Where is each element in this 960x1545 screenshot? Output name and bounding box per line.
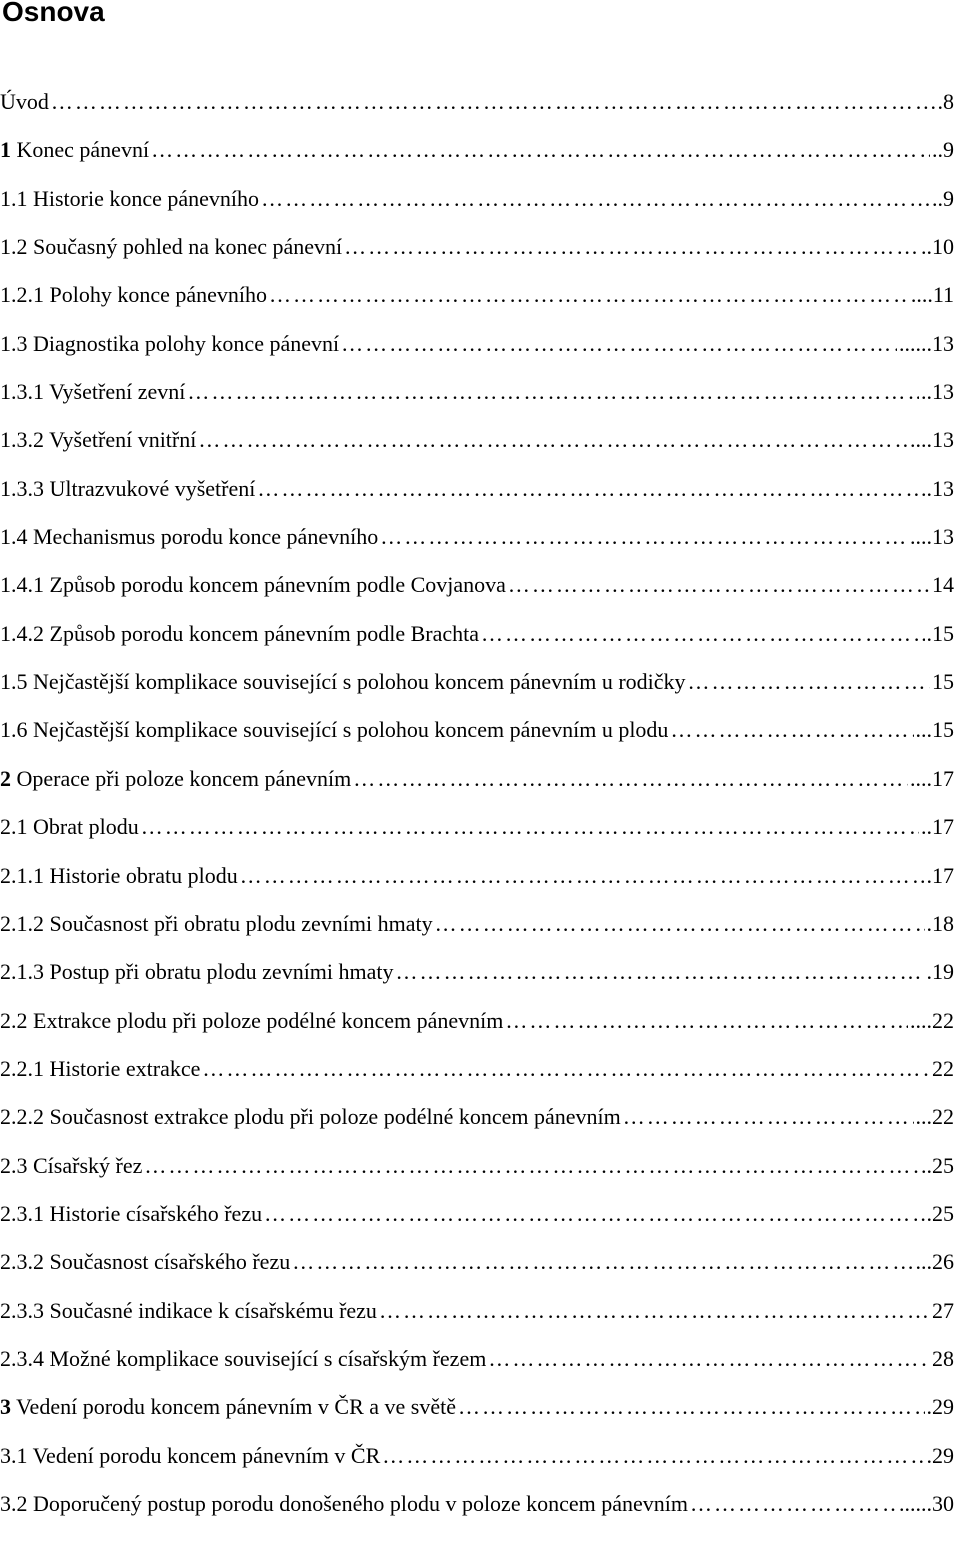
toc-entry-label [0,513,378,561]
dot-leader [670,706,913,754]
dot-leader [435,900,925,948]
dot-leader [257,465,919,513]
toc-entry-title: 2.2 Extrakce plodu při poloze podélné koncem pánevním [0,1007,504,1033]
dot-leader [269,271,909,319]
dot-leader [505,997,908,1045]
toc-entry-label [0,368,185,416]
toc-page-number: ....22 [910,1007,954,1033]
toc-page-number: ....13 [910,524,954,550]
toc-entry-label [0,755,351,803]
toc-page-number: ..25 [921,1152,954,1178]
toc-entry-title: 1.2 Současný pohled na konec pánevní [0,234,343,260]
toc-page-number: ...22 [915,1104,954,1130]
toc-entry[interactable] [0,1045,954,1093]
toc-entry-label [0,852,238,900]
toc-entry[interactable] [0,416,954,464]
toc-page-number: ..9 [932,137,954,163]
toc-entry-title: Konec pánevní [11,137,150,163]
toc-entry-title: Úvod [0,89,49,114]
toc-entry-title: 2.2.2 Současnost extrakce plodu při poloze podélné koncem pánevním [0,1104,621,1130]
toc-entry-label [0,1432,380,1480]
toc-entry-label [0,126,149,174]
dot-leader [341,320,897,368]
toc-entry[interactable] [0,1093,954,1141]
toc-entry[interactable] [0,320,954,368]
dot-leader [187,368,919,416]
toc-entry[interactable] [0,1142,954,1190]
toc-page-number: .18 [926,910,954,936]
toc-entry-label [0,706,668,754]
dot-leader [202,1045,930,1093]
toc-entry-title: 1.3.1 Vyšetření zevní [0,379,186,405]
toc-page-number: ..13 [921,475,954,501]
toc-entry-title: 3.2 Doporučený postup porodu donošeného plodu v poloze koncem pánevním [0,1490,688,1516]
toc-page-number: ......13 [899,330,954,356]
toc-entry[interactable] [0,997,954,1045]
page-title: Osnova [2,0,105,27]
toc-entry-title: 2.1.1 Historie obratu plodu [0,862,238,888]
toc-page-number: 15 [932,669,954,695]
toc-entry[interactable] [0,1480,954,1528]
dot-leader [240,852,925,900]
toc-entry-title: 3.1 Vedení porodu koncem pánevním v ČR [0,1442,381,1468]
toc-entry-label [0,1238,290,1286]
dot-leader [690,1480,897,1528]
toc-page-number: .29 [926,1442,954,1468]
toc-entry-label [0,561,506,609]
toc-entry-label [0,1045,200,1093]
dot-leader [508,561,930,609]
dot-leader [623,1093,914,1141]
toc-entry-title: 1.4.2 Způsob porodu koncem pánevním podle Brachta [0,620,480,646]
dot-leader [198,416,908,464]
toc-entry-title: 2.3.1 Historie císařského řezu [0,1200,263,1226]
toc-entry[interactable] [0,900,954,948]
toc-entry-label [0,1093,621,1141]
toc-entry-title: 1.4 Mechanismus porodu konce pánevního [0,524,379,550]
toc-entry[interactable] [0,658,954,706]
toc-entry[interactable] [0,1190,954,1238]
toc-entry[interactable] [0,126,954,174]
toc-page-number: ..9 [932,185,954,211]
dot-leader [688,658,930,706]
toc-entry[interactable] [0,948,954,996]
toc-entry-label [0,1142,142,1190]
toc-entry[interactable] [0,175,954,223]
dot-leader [353,755,908,803]
toc-entry-title: 1.1 Historie konce pánevního [0,185,260,211]
toc-page-number: 22 [932,1055,954,1081]
toc-entry-title: 2.1 Obrat plodu [0,814,139,840]
dot-leader [261,175,930,223]
toc-page-number: ..13 [921,379,954,405]
toc-page-number: ..17 [921,814,954,840]
toc-entry[interactable] [0,610,954,658]
dot-leader [264,1190,924,1238]
toc-entry-label [0,610,479,658]
dot-leader [382,1432,924,1480]
toc-page-number: ..10 [921,234,954,260]
toc-entry-title: 1.3 Diagnostika polohy konce pánevní [0,330,340,356]
toc-entry[interactable] [0,706,954,754]
toc-entry-label [0,900,433,948]
toc-entry-label [0,1383,456,1431]
toc-entry[interactable] [0,755,954,803]
toc-page-number: 27 [932,1297,954,1323]
toc-entry-label [0,320,339,368]
toc-entry[interactable] [0,368,954,416]
toc-entry[interactable] [0,465,954,513]
dot-leader [144,1142,919,1190]
toc-entry[interactable] [0,513,954,561]
toc-entry-label [0,1480,688,1528]
toc-entry-title: Vedení porodu koncem pánevním v ČR a ve světě [11,1394,456,1420]
toc-entry-label [0,175,259,223]
dot-leader [151,126,930,174]
toc-entry-title: 2.1.3 Postup při obratu plodu zevními hmaty [0,959,394,985]
dot-leader [481,610,924,658]
toc-entry[interactable] [0,1383,954,1431]
dot-leader [380,513,908,561]
toc-entry-label [0,416,196,464]
toc-entry-title: 1.3.2 Vyšetření vnitřní [0,427,197,453]
toc-entry[interactable] [0,1287,954,1335]
toc-page-number: .15 [926,620,954,646]
toc-entry-title: 1.3.3 Ultrazvukové vyšetření [0,475,256,501]
dot-leader [396,948,925,996]
toc-page-number: ...15 [915,717,954,743]
dot-leader [488,1335,930,1383]
dot-leader [379,1287,930,1335]
toc-page-number: ....13 [910,427,954,453]
toc-page-number: .17 [926,862,954,888]
toc-entry-title: 1.2.1 Polohy konce pánevního [0,282,268,308]
dot-leader [292,1238,913,1286]
toc-entry[interactable] [0,803,954,851]
toc-entry-label [0,465,255,513]
toc-entry[interactable] [0,1432,954,1480]
toc-entry-title: 1.4.1 Způsob porodu koncem pánevním podle Covjanova [0,572,506,598]
toc-entry-title: 2.3.2 Současnost císařského řezu [0,1249,291,1275]
chapter-number: 1 [0,137,11,163]
dot-leader [344,223,919,271]
toc-entry[interactable] [0,78,954,126]
toc-entry-title: 2.3.4 Možné komplikace související s císařským řezem [0,1345,487,1371]
toc-entry-title: 1.5 Nejčastější komplikace související s polohou koncem pánevním u rodičky [0,669,686,695]
toc-page-number: 28 [932,1345,954,1371]
dot-leader [141,803,919,851]
toc-page-number: .29 [926,1394,954,1420]
toc-entry-label [0,271,267,319]
toc-page-number: .8 [937,89,954,114]
toc-page-number: .25 [926,1200,954,1226]
toc-entry-label [0,78,49,126]
toc-entry[interactable] [0,1238,954,1286]
toc-entry[interactable] [0,852,954,900]
toc-page-number: .19 [926,959,954,985]
toc-entry[interactable] [0,1335,954,1383]
toc-entry-label [0,803,139,851]
toc-page-number: ....11 [910,282,954,308]
toc-entry-label [0,1287,377,1335]
toc-entry-title: 2.3 Císařský řez [0,1152,143,1178]
toc-entry-label [0,948,394,996]
toc-page-number: ......30 [899,1490,954,1516]
toc-entry-title: Operace při poloze koncem pánevním [11,765,352,791]
table-of-contents [0,78,954,1528]
toc-entry-title: 2.1.2 Současnost při obratu plodu zevními hmaty [0,910,433,936]
chapter-number: 2 [0,765,11,791]
toc-page-number: ....17 [910,765,954,791]
toc-entry-label [0,658,686,706]
toc-entry-title: 2.3.3 Současné indikace k císařskému řezu [0,1297,377,1323]
toc-entry-label [0,223,342,271]
dot-leader [51,78,936,126]
toc-entry-label [0,1190,262,1238]
dot-leader [458,1383,925,1431]
toc-entry[interactable] [0,561,954,609]
toc-entry-title: 1.6 Nejčastější komplikace související s polohou koncem pánevním u plodu [0,717,669,743]
toc-entry-title: 2.2.1 Historie extrakce [0,1055,201,1081]
chapter-number: 3 [0,1394,11,1420]
toc-page-number: ...26 [915,1249,954,1275]
toc-entry[interactable] [0,271,954,319]
toc-page-number: 14 [932,572,954,598]
toc-entry-label [0,997,503,1045]
toc-entry-label [0,1335,486,1383]
toc-entry[interactable] [0,223,954,271]
